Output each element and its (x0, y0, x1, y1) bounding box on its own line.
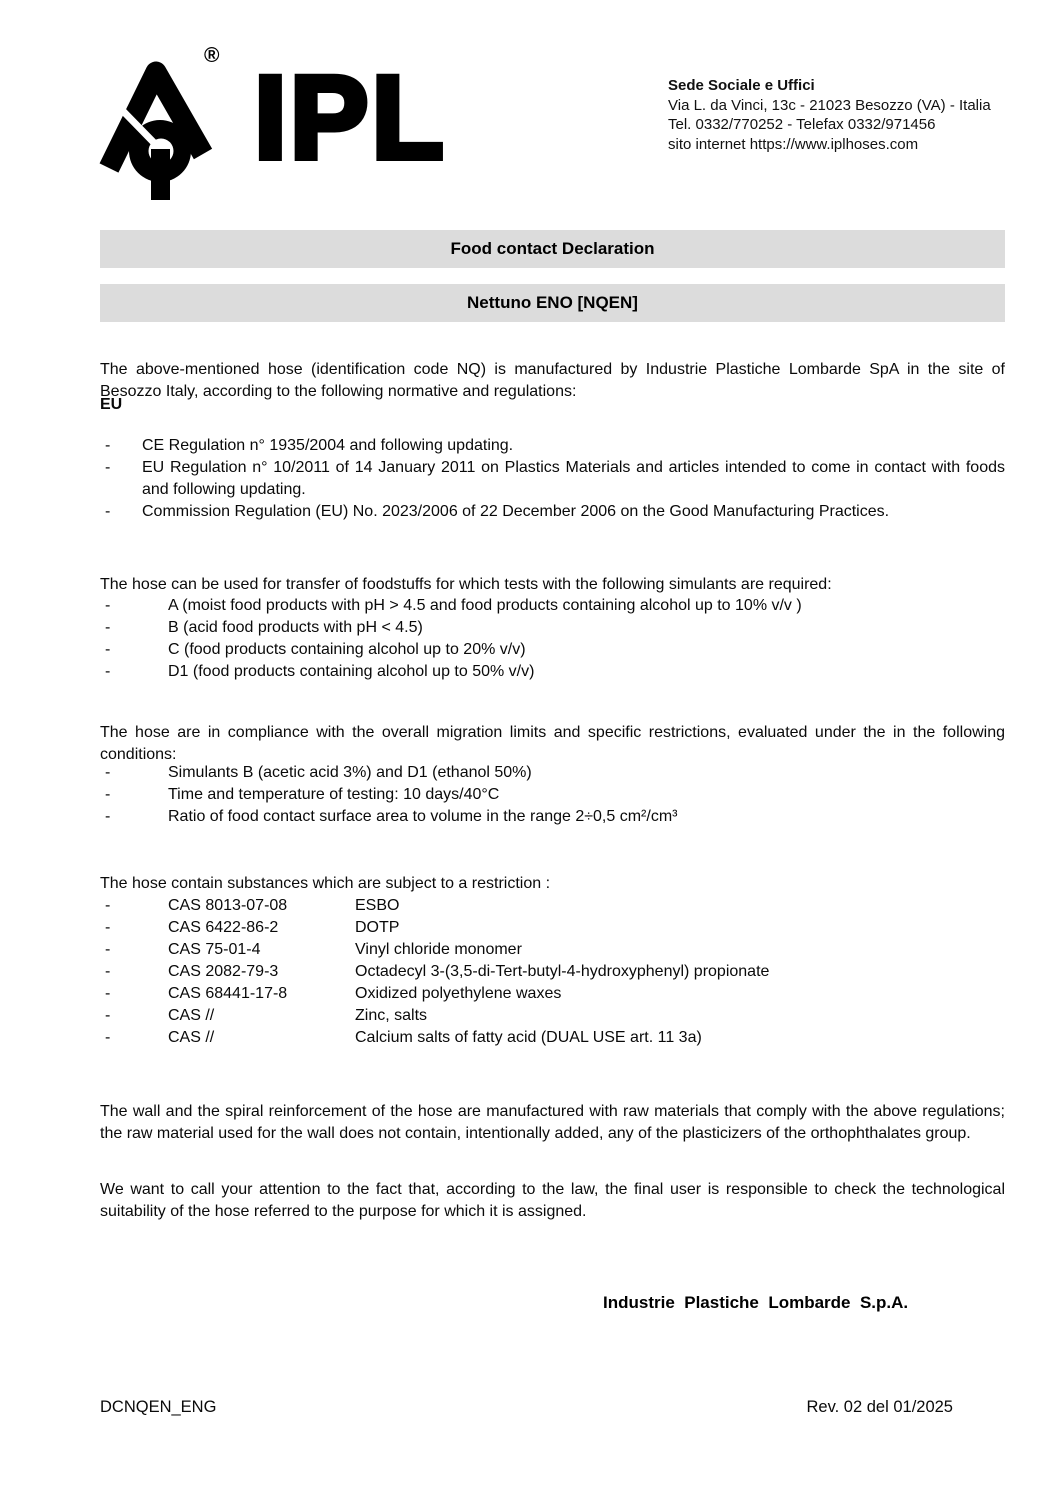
ipl-logo-icon (98, 44, 232, 200)
substance-name: DOTP (355, 919, 400, 936)
eu-heading: EU (100, 396, 123, 413)
dash-bullet: - (105, 963, 111, 980)
revision-info: Rev. 02 del 01/2025 (806, 1398, 953, 1416)
condition-item: - Time and temperature of testing: 10 days/40°C (100, 784, 1005, 806)
cas-row (100, 895, 1005, 917)
dash-bullet: - (105, 1029, 111, 1046)
simulant-item: - A (moist food products with pH > 4.5 and food products containing alcohol up to 10% v/v ) (100, 595, 1005, 617)
header-logo (98, 40, 447, 200)
eu-regulation-item: - CE Regulation n° 1935/2004 and following updating. (100, 435, 1005, 457)
condition-item: - Ratio of food contact surface area to volume in the range 2÷0,5 cm²/cm³ (100, 806, 1005, 828)
simulants-list (100, 595, 1005, 683)
registered-trademark-symbol: ® (204, 44, 220, 67)
dash-bullet: - (105, 919, 111, 936)
substance-name: Zinc, salts (355, 1007, 428, 1024)
dash-bullet: - (105, 641, 111, 658)
user-responsibility-paragraph: We want to call your attention to the fact that, according to the law, the final user is responsible to check the technological suitability of the hose referred to the purpose for which it is assigned. (100, 1181, 1005, 1220)
simulant-item: - B (acid food products with pH < 4.5) (100, 617, 1005, 639)
dash-bullet: - (105, 619, 111, 636)
compliance-paragraph: The hose are in compliance with the overall migration limits and specific restrictions, evaluated under the in the following conditions: (100, 724, 1005, 763)
simulant-item: - C (food products containing alcohol up to 20% v/v) (100, 639, 1005, 661)
eu-regulation-item: - Commission Regulation (EU) No. 2023/2006 of 22 December 2006 on the Good Manufacturing Practices. (100, 501, 1005, 523)
cas-substances-list (100, 895, 1005, 1049)
substance-name: ESBO (355, 897, 400, 914)
cas-number: CAS // (168, 1007, 215, 1024)
restriction-intro-paragraph: The hose contain substances which are subject to a restriction : (100, 875, 551, 892)
cas-number: CAS // (168, 1029, 215, 1046)
address-title: Sede Sociale e Uffici (668, 77, 815, 94)
cas-number: CAS 68441-17-8 (168, 985, 288, 1002)
eu-regulations-list (100, 435, 1005, 523)
dash-bullet: - (105, 897, 111, 914)
cas-number: CAS 75-01-4 (168, 941, 261, 958)
substance-name: Vinyl chloride monomer (355, 941, 522, 958)
eu-regulation-item: - EU Regulation n° 10/2011 of 14 January 2011 on Plastics Materials and articles intended to come in contact with foods and following updating. (100, 457, 1005, 501)
cas-row (100, 961, 1005, 983)
dash-bullet: - (105, 941, 111, 958)
logo-wordmark: IPL (254, 52, 447, 184)
condition-item: - Simulants B (acetic acid 3%) and D1 (ethanol 50%) (100, 762, 1005, 784)
dash-bullet: - (105, 597, 111, 614)
dash-bullet: - (105, 1007, 111, 1024)
dash-bullet: - (105, 503, 111, 520)
document-code: DCNQEN_ENG (100, 1398, 217, 1416)
company-address-block (668, 76, 991, 154)
cas-row (100, 917, 1005, 939)
product-title-bar (100, 284, 1005, 322)
substance-name: Octadecyl 3-(3,5-di-Tert-butyl-4-hydroxyphenyl) propionate (355, 963, 770, 980)
address-street: Via L. da Vinci, 13c - 21023 Besozzo (VA) - Italia (668, 96, 991, 114)
document-title: Food contact Declaration (450, 239, 655, 258)
cas-number: CAS 8013-07-08 (168, 897, 288, 914)
address-website: sito internet https://www.iplhoses.com (668, 135, 919, 153)
dash-bullet: - (105, 786, 111, 803)
cas-row (100, 983, 1005, 1005)
substance-name: Oxidized polyethylene waxes (355, 985, 562, 1002)
cas-row (100, 1027, 1005, 1049)
document-title-bar (100, 230, 1005, 268)
wall-materials-paragraph: The wall and the spiral reinforcement of the hose are manufactured with raw materials that comply with the above regulations; the raw material used for the wall does not contain, intentionally added, any of the plasticizers of the orthophthalates group. (100, 1103, 1005, 1142)
product-title: Nettuno ENO [NQEN] (467, 293, 638, 312)
cas-number: CAS 2082-79-3 (168, 963, 279, 980)
substance-name: Calcium salts of fatty acid (DUAL USE art. 11 3a) (355, 1029, 702, 1046)
dash-bullet: - (105, 764, 111, 781)
intro-paragraph: The above-mentioned hose (identification code NQ) is manufactured by Industrie Plastiche Lombarde SpA in the site of Besozzo Italy, according to the following normative and regulations: (100, 361, 1005, 400)
cas-number: CAS 6422-86-2 (168, 919, 279, 936)
company-signature: Industrie Plastiche Lombarde S.p.A. (603, 1293, 909, 1312)
address-phone: Tel. 0332/770252 - Telefax 0332/971456 (668, 116, 936, 133)
dash-bullet: - (105, 808, 111, 825)
cas-row (100, 939, 1005, 961)
dash-bullet: - (105, 459, 111, 476)
cas-row (100, 1005, 1005, 1027)
test-conditions-list (100, 762, 1005, 828)
simulants-intro-paragraph: The hose can be used for transfer of foodstuffs for which tests with the following simulants are required: (100, 576, 832, 593)
dash-bullet: - (105, 437, 111, 454)
dash-bullet: - (105, 985, 111, 1002)
simulant-item: - D1 (food products containing alcohol up to 50% v/v) (100, 661, 1005, 683)
dash-bullet: - (105, 663, 111, 680)
